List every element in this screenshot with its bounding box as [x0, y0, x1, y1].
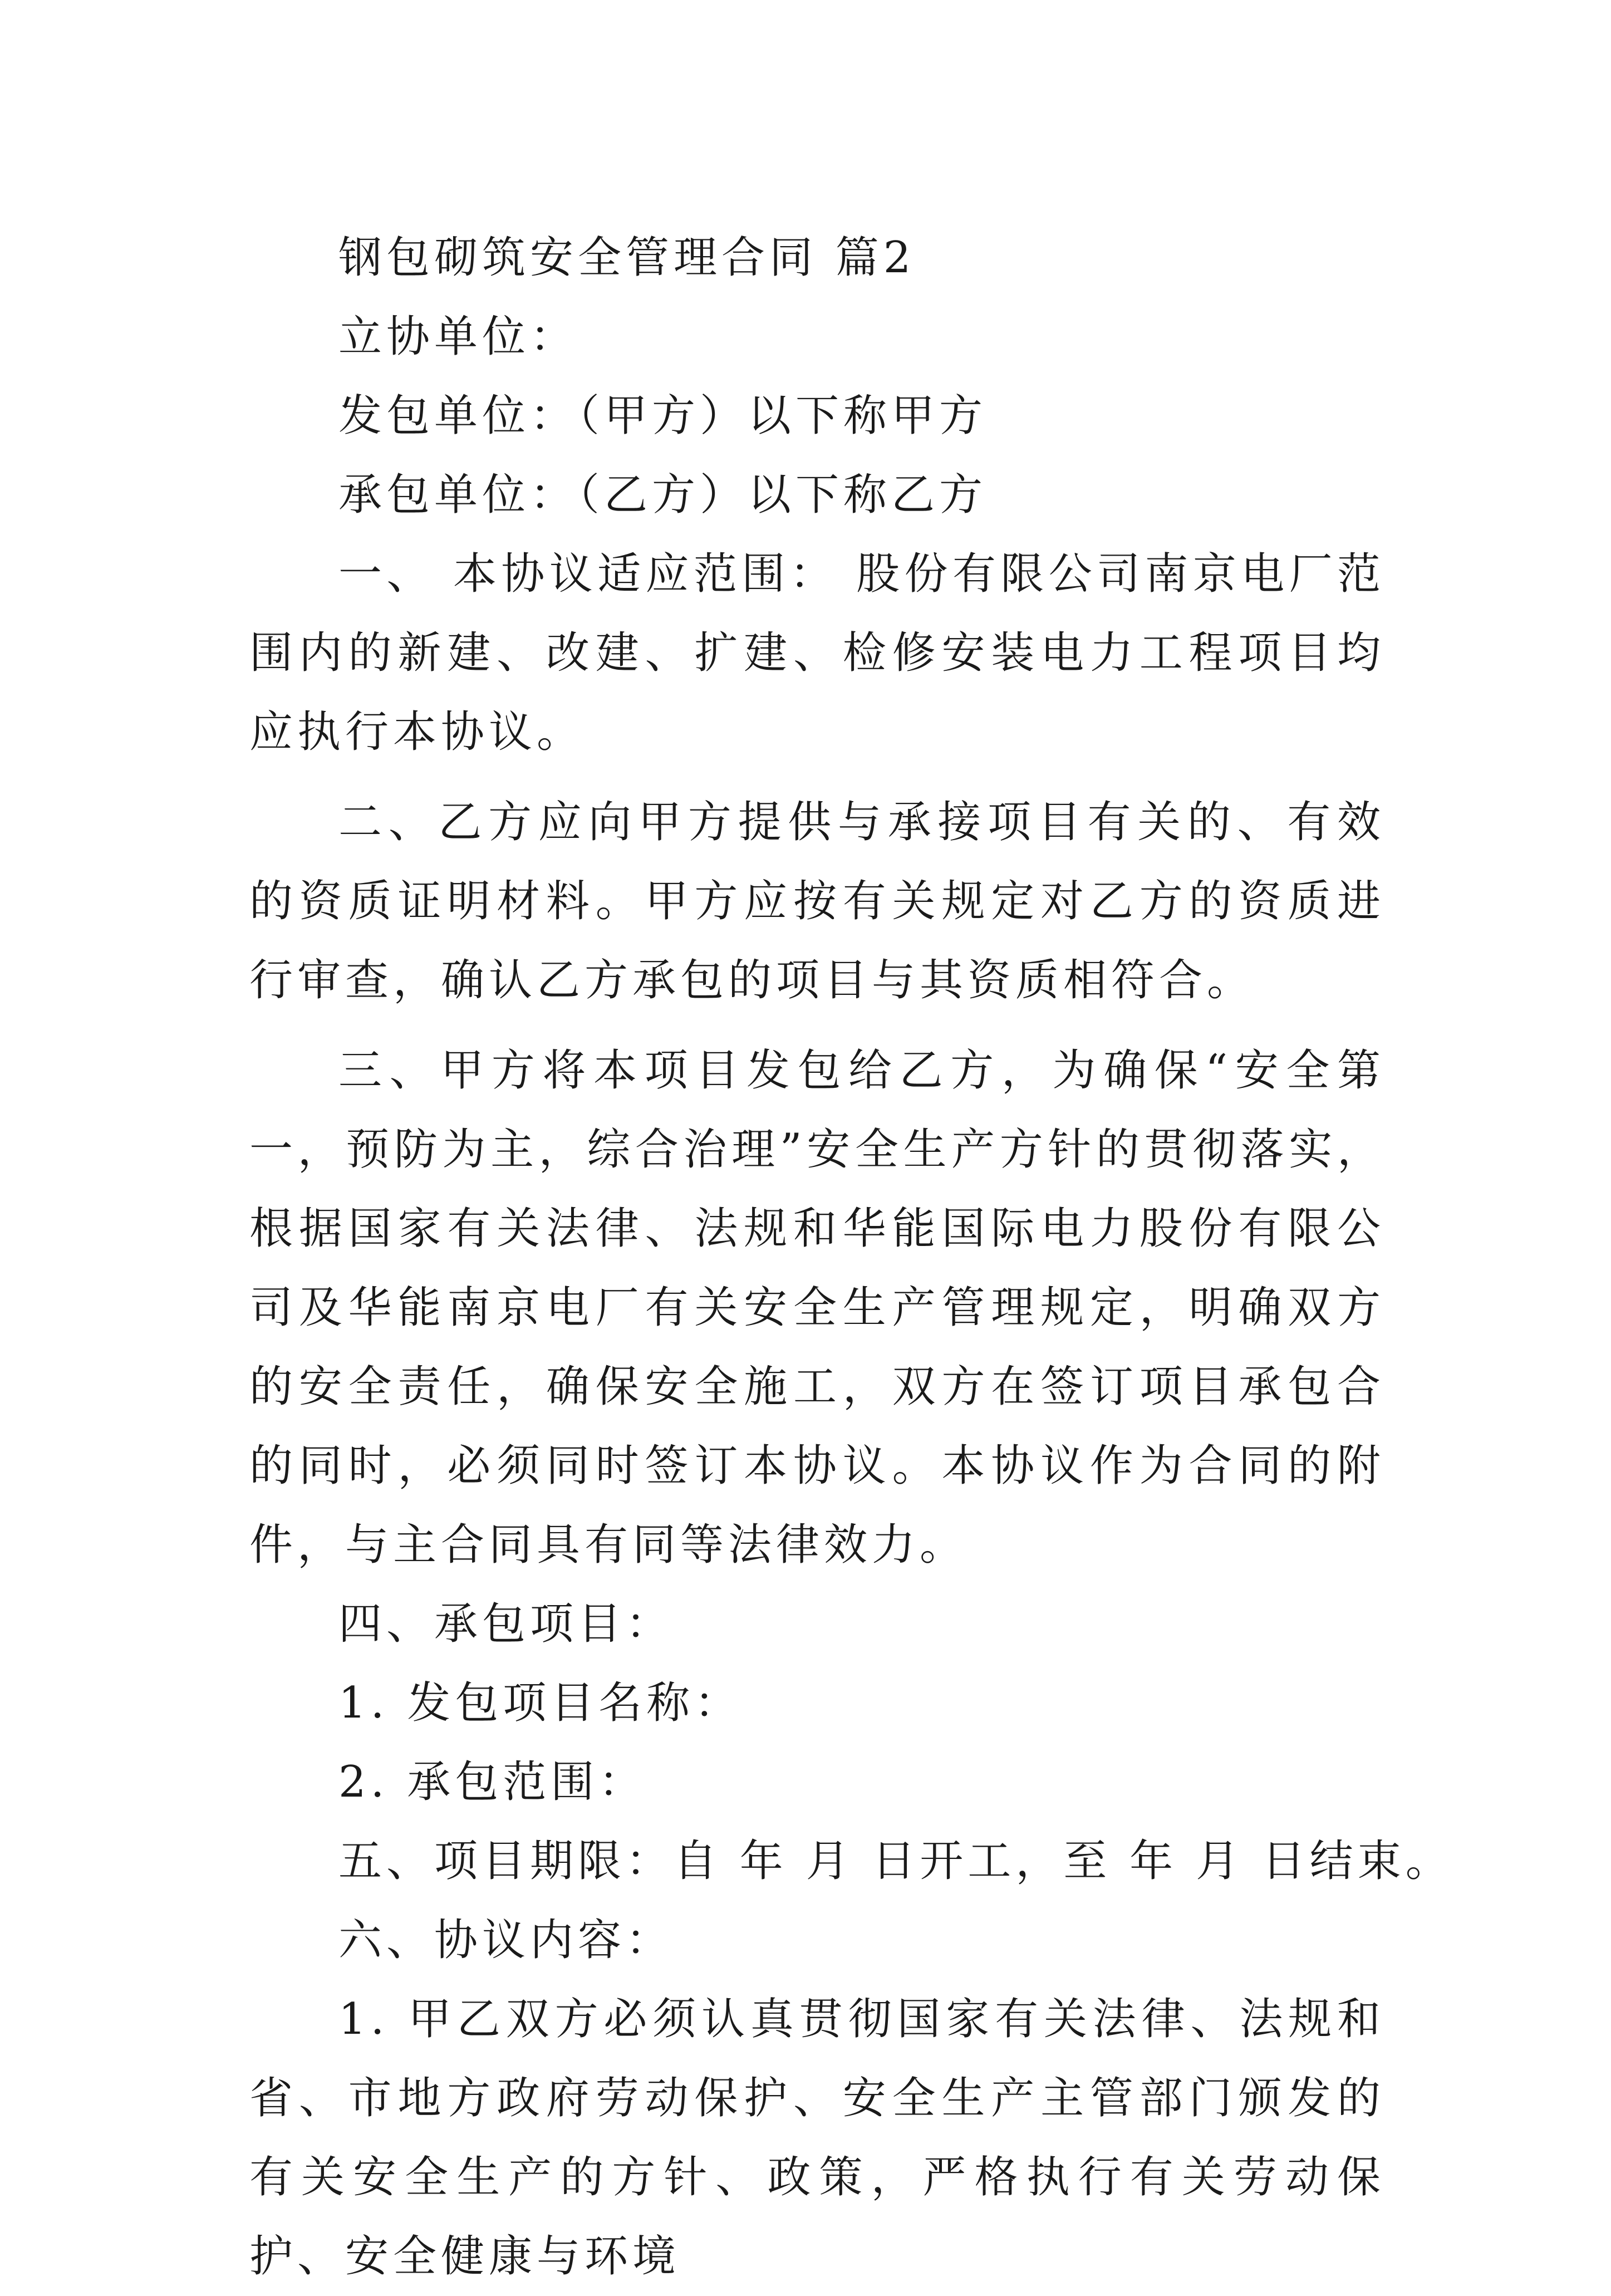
- document-title: 钢包砌筑安全管理合同 篇2: [338, 233, 916, 283]
- paragraph-gap: [249, 1020, 1385, 1031]
- contractor-party-line: 承包单位：（乙方）以下称乙方: [338, 470, 988, 520]
- clause-3-responsibility: 三、甲方将本项目发包给乙方，为确保“安全第一，预防为主，综合治理”安全生产方针的贯彻落实，根据国家有关法律、法规和华能国际电力股份有限公司及华能南京电厂有关安全生产管理规定，明确双方的安全责任，确保安全施工，双方在签订项目承包合的同时，必须同时签订本协议。本协议作为合同的附件，与主合同具有同等法律效力。: [249, 1046, 1385, 1570]
- section-4-item-2: 2. 承包范围：: [338, 1757, 647, 1807]
- parties-label: 立协单位：: [338, 312, 578, 362]
- section-5-term: 五、项目期限：自 年 月 日开工，至 年 月 日结束。: [338, 1836, 1453, 1886]
- section-6-heading: 六、协议内容：: [338, 1915, 674, 1965]
- clause-2-qualification: 二、乙方应向甲方提供与承接项目有关的、有效的资质证明材料。甲方应按有关规定对乙方的资质进行审查，确认乙方承包的项目与其资质相符合。: [249, 797, 1385, 1005]
- section-4-heading: 四、承包项目：: [338, 1599, 674, 1649]
- paragraph-gap: [249, 772, 1385, 783]
- document-page: [249, 218, 1453, 2296]
- section-6-item-1: 1. 甲乙双方必须认真贯彻国家有关法律、法规和省、市地方政府劳动保护、安全生产主管部门颁发的有关安全生产的方针、政策，严格执行有关劳动保护、安全健康与环境: [249, 1994, 1385, 2282]
- clause-1-scope: 一、 本协议适应范围： 股份有限公司南京电厂范围内的新建、改建、扩建、检修安装电力工程项目均应执行本协议。: [249, 549, 1385, 757]
- section-4-item-1: 1. 发包项目名称：: [338, 1678, 743, 1728]
- contracting-party-line: 发包单位：（甲方）以下称甲方: [338, 391, 988, 441]
